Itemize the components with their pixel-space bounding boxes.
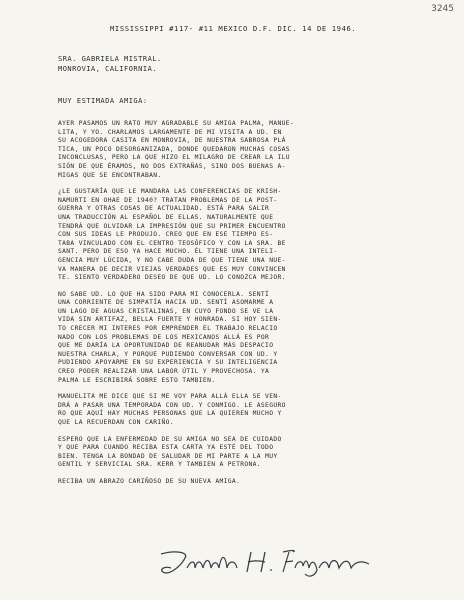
letter-line: SIÓN DE QUE ÉRAMOS, NO DOS EXTRAÑAS, SINO DOS BUENAS A- (58, 162, 286, 170)
recipient-address (58, 54, 162, 74)
letter-line: PALMA LE ESCRIBIRÁ SOBRE ESTO TAMBIEN. (58, 376, 216, 384)
letter-header: MISSISSIPPI #117- #11 MEXICO D.F. DIC. 14 DE 1946. (110, 24, 357, 33)
archive-reference-number: 3245 (431, 4, 454, 14)
letter-line: AYER PASAMOS UN RATO MUY AGRADABLE SU AMIGA PALMA, MANUE- (58, 120, 295, 127)
recipient-city: MONROVIA, CALIFORNIA. (58, 65, 158, 73)
letter-line: TABA VINCULADO CON EL CENTRO TEOSÓFICO Y CON LA SRA. BE (58, 239, 286, 247)
letter-paragraph (58, 393, 418, 427)
handwritten-signature (155, 546, 385, 580)
letter-line: NUESTRA CHARLA, Y PORQUE PUDIENDO CONVERSAR CON UD. Y (58, 350, 278, 358)
letter-paragraph (58, 120, 418, 180)
letter-line: GENCIA MUY LÚCIDA, Y NO CABE DUDA DE QUE TIENE UNA NUE- (58, 256, 286, 264)
letter-line: NO SABE UD. LO QUE HA SIDO PARA MI CONOCERLA. SENTÍ (58, 290, 270, 298)
letter-line: ¿LE GUSTARÍA QUE LE MANDARA LAS CONFERENCIAS DE KRISH- (58, 188, 282, 196)
letter-line: NADO CON LOS PROBLEMAS DE LOS MEXICANOS ALLÁ ES POR (58, 333, 270, 341)
letter-line: MIGAS QUE SE ENCONTRABAN. (58, 171, 162, 179)
letter-line: VA MANERA DE DECIR VIEJAS VERDADES QUE ES MUY CONVINCEN (58, 265, 286, 273)
letter-line: MANUELITA ME DICE QUE SI ME VOY PARA ALLÁ ELLA SE VEN- (58, 393, 282, 401)
letter-line: GUERRA Y OTRAS COSAS DE ACTUALIDAD. ESTÁ PARA SALIR (58, 205, 270, 213)
letter-line: TO CRECER MI INTERES POR EMPRENDER EL TRABAJO RELACIO (58, 325, 278, 333)
letter-body (58, 120, 418, 495)
letter-line: LITA, Y YO. CHARLAMOS LARGAMENTE DE MI VISITA A UD. EN (58, 128, 282, 136)
letter-line: TICA, UN POCO DESORGANIZADA, DONDE QUEDARON MUCHAS COSAS (58, 145, 290, 153)
salutation: MUY ESTIMADA AMIGA: (58, 97, 148, 105)
letter-line: RO QUE AQUÍ HAY MUCHAS PERSONAS QUE LA QUIEREN MUCHO Y (58, 410, 282, 418)
letter-line: QUE ME DARÍA LA OPORTUNIDAD DE REANUDAR MÁS DESPACIO (58, 342, 274, 350)
letter-line: CON SUS IDEAS LE PRODUJO. CREO QUE EN ESE TIEMPO ES- (58, 231, 274, 239)
letter-paragraph (58, 478, 418, 487)
letter-line: NAMURTI EN OHAE DE 1940? TRATAN PROBLEMAS DE LA POST- (58, 196, 278, 204)
letter-line: DRÁ A PASAR UNA TEMPORADA CON UD. Y CONMIGO. LE ASEGURO (58, 401, 286, 409)
letter-line: GENTIL Y SERVICIAL SRA. KERR Y TAMBIEN A PETRONA. (58, 461, 261, 469)
letter-line: PUDIENDO APOYARME EN SU EXPERIENCIA Y SU INTELIGENCIA (58, 359, 278, 367)
letter-line: UNA TRADUCCIÓN AL ESPAÑOL DE ELLAS. NATURALMENTE QUE (58, 213, 274, 221)
letter-line: UN LAGO DE AGUAS CRISTALINAS, EN CUYO FONDO SE VE LA (58, 307, 274, 315)
letter-line: VIDA SIN ARTIFAZ, BELLA FUERTE Y HONRADA. SI HOY SIEN- (58, 316, 282, 324)
letter-line: SU ACOGEDORA CASITA EN MONROVIA, DE NUESTRA SABROSA PLÁ (58, 137, 286, 145)
letter-paragraph (58, 291, 418, 386)
recipient-name: SRA. GABRIELA MISTRAL. (58, 55, 162, 63)
letter-line: TENDRÁ QUE OLVIDAR LA IMPRESIÓN QUE SU PRIMER ENCUENTRO (58, 222, 286, 230)
letter-line: ESPERO QUE LA ENFERMEDAD DE SU AMIGA NO SEA DE CUIDADO (58, 435, 282, 443)
letter-line: Y QUE PARA CUANDO RECIBA ESTA CARTA YA ESTÉ DEL TODO (58, 444, 274, 452)
letter-paragraph (58, 188, 418, 283)
letter-line: BIEN. TENGA LA BONDAD DE SALUDAR DE MI PARTE A LA MUY (58, 452, 278, 460)
letter-line: CREO PODER REALIZAR UNA LABOR ÚTIL Y PROVECHOSA. YA (58, 368, 270, 376)
letter-line: INCONCLUSAS, PERO LA QUE HIZO EL MILAGRO DE CREAR LA ILU (58, 154, 290, 162)
letter-paragraph (58, 436, 418, 470)
letter-line: QUE LA RECUERDAN CON CARIÑO. (58, 419, 174, 426)
letter-line: SANT. PERO DE ESO YA HACE MUCHO. ÉL TIENE UNA INTELI- (58, 248, 278, 256)
letter-line: RECIBA UN ABRAZO CARIÑOSO DE SU NUEVA AMIGA. (58, 477, 241, 485)
letter-line: UNA CORRIENTE DE SIMPATÍA HACIA UD. SENTÍ ASOMARME A (58, 299, 274, 307)
letter-line: TE. SIENTO VERDADERO DESEO DE QUE UD. LO CONOZCA MEJOR. (58, 274, 286, 282)
